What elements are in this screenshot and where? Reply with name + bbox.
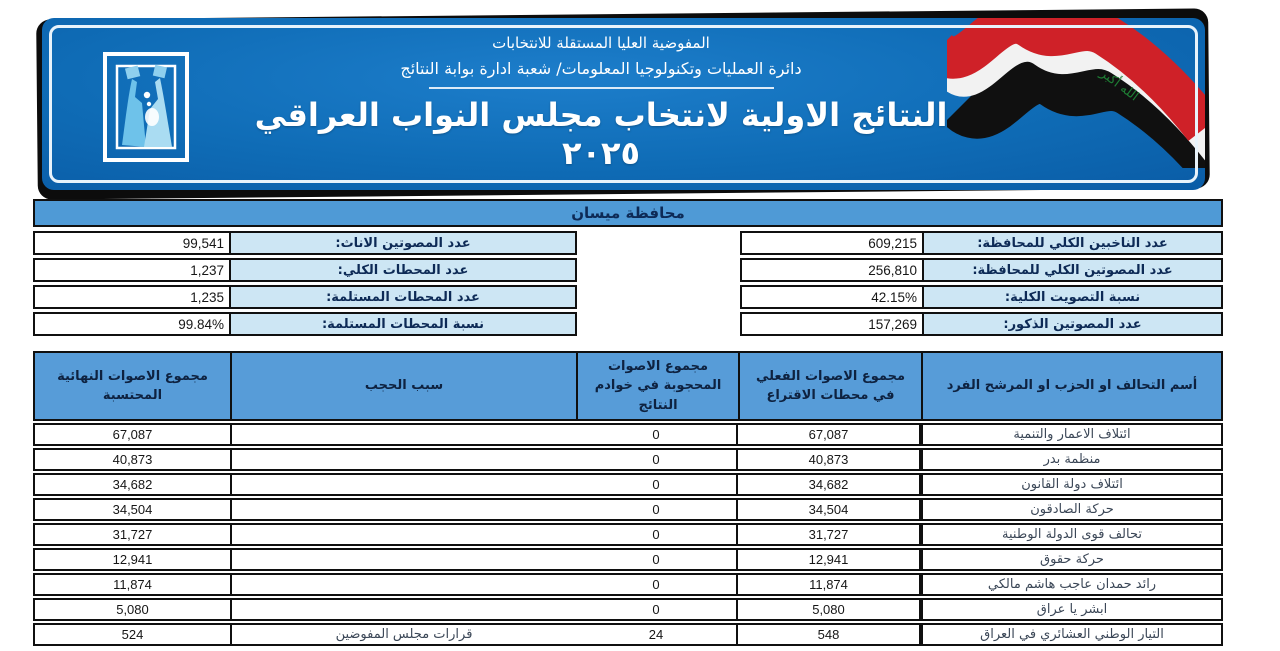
header-entity-name: أسم التحالف او الحزب او المرشح الفرد: [921, 353, 1221, 419]
summary-value: 99.84%: [178, 316, 224, 332]
withheld-votes-cell: 0: [576, 550, 738, 569]
report-title: النتائج الاولية لانتخاب مجلس النواب العراقي ٢٠٢٥: [254, 96, 948, 172]
summary-value: 256,810: [868, 262, 917, 278]
withheld-votes-cell: 0: [576, 475, 738, 494]
withhold-reason-cell: [230, 425, 576, 444]
withheld-votes-cell: 24: [576, 625, 738, 644]
summary-section: [33, 231, 1223, 337]
summary-label: عدد المحطات المستلمة:: [229, 287, 575, 307]
table-row: [33, 498, 1223, 521]
results-table-header: [33, 351, 1223, 421]
results-table: [33, 351, 1223, 646]
final-votes-cell: 5,080: [116, 602, 149, 617]
header-withheld-votes: مجموع الاصوات المحجوبة في خوادم النتائج: [576, 353, 738, 419]
entity-name-cell: ائتلاف دولة القانون: [921, 475, 1221, 494]
table-row: [33, 523, 1223, 546]
department-name: دائرة العمليات وتكنولوجيا المعلومات/ شعبة ادارة بوابة النتائج: [400, 59, 802, 78]
actual-votes-cell: 67,087: [738, 425, 921, 444]
entity-name-cell: حركة الصادقون: [921, 500, 1221, 519]
summary-label: نسبة التصويت الكلية:: [922, 287, 1221, 307]
summary-row: [740, 258, 1223, 282]
header-banner: [42, 18, 1205, 190]
summary-value: 609,215: [868, 235, 917, 251]
summary-value: 1,235: [190, 289, 224, 305]
summary-value: 157,269: [868, 316, 917, 332]
summary-label: نسبة المحطات المستلمة:: [229, 314, 575, 334]
table-row: [33, 623, 1223, 646]
summary-row: [740, 312, 1223, 336]
ihec-ballot-logo-icon: [102, 51, 190, 163]
actual-votes-cell: 40,873: [738, 450, 921, 469]
withheld-votes-cell: 0: [576, 600, 738, 619]
results-table-body: [33, 423, 1223, 646]
table-row: [33, 448, 1223, 471]
withheld-votes-cell: 0: [576, 450, 738, 469]
withheld-votes-cell: 0: [576, 525, 738, 544]
banner-divider: [429, 87, 774, 89]
summary-row: [33, 258, 577, 282]
summary-group-right: [740, 231, 1223, 339]
final-votes-cell: 34,682: [112, 477, 153, 492]
header-final-votes: مجموع الاصوات النهائية المحتسبة: [57, 368, 208, 403]
withhold-reason-cell: [230, 475, 576, 494]
iraq-flag-icon: [947, 18, 1205, 168]
final-votes-cell: 11,874: [113, 577, 152, 592]
actual-votes-cell: 11,874: [738, 575, 921, 594]
withhold-reason-cell: [230, 450, 576, 469]
table-row: [33, 573, 1223, 596]
summary-row: [33, 231, 577, 255]
header-withhold-reason: سبب الحجب: [230, 353, 576, 419]
entity-name-cell: رائد حمدان عاجب هاشم مالكي: [921, 575, 1221, 594]
final-votes-cell: 31,727: [112, 527, 153, 542]
withhold-reason-cell: [230, 500, 576, 519]
header-actual-votes: مجموع الاصوات الفعلي في محطات الاقتراع: [738, 353, 921, 419]
summary-row: [33, 285, 577, 309]
entity-name-cell: تحالف قوى الدولة الوطنية: [921, 525, 1221, 544]
entity-name-cell: منظمة بدر: [921, 450, 1221, 469]
withhold-reason-cell: [230, 550, 576, 569]
summary-label: عدد المصوتين الاناث:: [229, 233, 575, 253]
withhold-reason-cell: [230, 600, 576, 619]
summary-label: عدد المصوتين الكلي للمحافظة:: [922, 260, 1221, 280]
final-votes-cell: 67,087: [112, 427, 153, 442]
summary-group-left: [33, 231, 577, 339]
governorate-name: محافظة ميسان: [571, 204, 685, 222]
table-row: [33, 548, 1223, 571]
governorate-title-bar: [33, 199, 1223, 227]
withhold-reason-cell: [230, 525, 576, 544]
summary-row: [740, 285, 1223, 309]
withheld-votes-cell: 0: [576, 500, 738, 519]
final-votes-cell: 34,504: [112, 502, 153, 517]
summary-row: [33, 312, 577, 336]
withheld-votes-cell: 0: [576, 575, 738, 594]
commission-name: المفوضية العليا المستقلة للانتخابات: [492, 34, 710, 52]
summary-label: عدد المحطات الكلي:: [229, 260, 575, 280]
summary-value: 42.15%: [871, 289, 917, 305]
actual-votes-cell: 34,682: [738, 475, 921, 494]
actual-votes-cell: 5,080: [738, 600, 921, 619]
final-votes-cell: 524: [121, 627, 144, 642]
final-votes-cell: 12,941: [112, 552, 153, 567]
flag-takbir-text: الله أكبر: [1097, 66, 1142, 105]
table-row: [33, 423, 1223, 446]
entity-name-cell: حركة حقوق: [921, 550, 1221, 569]
actual-votes-cell: 34,504: [738, 500, 921, 519]
withheld-votes-cell: 0: [576, 425, 738, 444]
withhold-reason-cell: [230, 575, 576, 594]
actual-votes-cell: 12,941: [738, 550, 921, 569]
withhold-reason-cell: قرارات مجلس المفوضين: [230, 625, 576, 644]
summary-value: 99,541: [182, 235, 224, 251]
entity-name-cell: ائتلاف الاعمار والتنمية: [921, 425, 1221, 444]
table-row: [33, 598, 1223, 621]
entity-name-cell: التيار الوطني العشائري في العراق: [921, 625, 1221, 644]
table-row: [33, 473, 1223, 496]
banner-text-block: [242, 34, 960, 172]
summary-value: 1,237: [190, 262, 224, 278]
summary-row: [740, 231, 1223, 255]
actual-votes-cell: 31,727: [738, 525, 921, 544]
summary-label: عدد المصوتين الذكور:: [922, 314, 1221, 334]
summary-label: عدد الناخبين الكلي للمحافظة:: [922, 233, 1221, 253]
actual-votes-cell: 548: [738, 625, 921, 644]
entity-name-cell: ابشر يا عراق: [921, 600, 1221, 619]
final-votes-cell: 40,873: [112, 452, 153, 467]
